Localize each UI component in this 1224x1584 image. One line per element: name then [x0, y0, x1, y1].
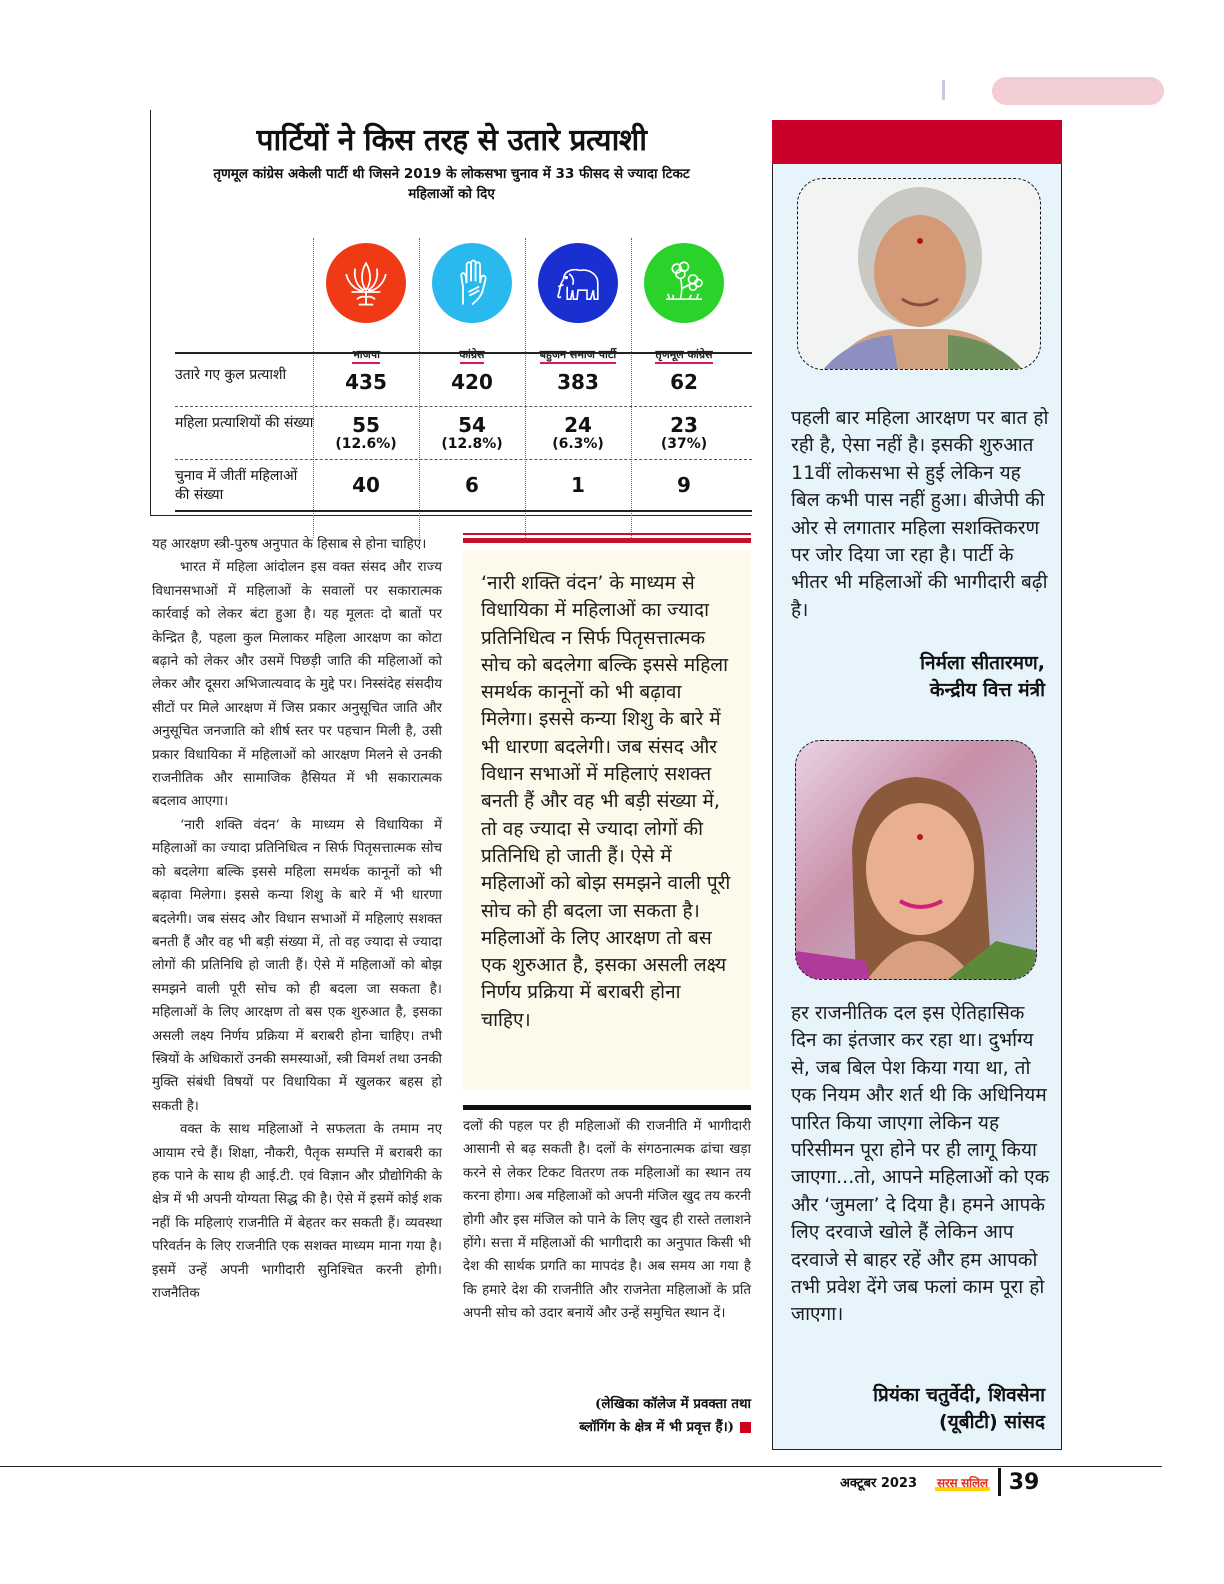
table-cell: 9	[677, 473, 691, 497]
table-cell: 383	[557, 370, 599, 394]
row-divider	[175, 459, 752, 460]
party-logos-row	[313, 130, 737, 361]
table-cell: 24 (6.3%)	[552, 413, 604, 452]
paragraph: ‘नारी शक्ति वंदन’ के माध्यम से विधायिका में महिलाओं का ज्यादा प्रतिनिधित्व न सिर्फ पितृसत्तात्मक सोच को बदलेगा बल्कि इससे महिला समर्थक कानूनों को भी बढ़ावा मिलेगा। इससे कन्या शिशु के बारे में भी धारणा बदलेगी। जब संसद और विधान सभाओं में महिलाएं सशक्त बनती हैं और वह भी बड़ी संख्या में, तो वह ज्यादा से ज्यादा लोगों की प्रतिनिधि हो जाती हैं। ऐसे में महिलाओं को बोझ समझने वाली पूरी सोच को ही बदला जा सकता है। महिलाओं के लिए आरक्षण तो बस एक शुरुआत है, इसका असली लक्ष्य निर्णय प्रक्रिया में बराबरी होना चाहिए। तभी स्त्रियों के अधिकारों उनकी समस्याओं, स्त्री विमर्श तथा उनकी मुक्ति संबंधी विषयों पर विधायिका में खुलकर बहस हो सकती है।	[152, 817, 442, 1114]
row-label: उतारे गए कुल प्रत्याशी	[175, 367, 287, 383]
paragraph: भारत में महिला आंदोलन इस वक्त संसद और राज्य विधानसभाओं में महिलाओं के सवालों पर सकारात्मक कार्रवाई को लेकर बंटा हुआ है। यह मूलतः दो बातों पर केन्द्रित है, पहला कुल मिलाकर महिला आरक्षण का कोटा बढ़ाने को लेकर और उसमें पिछड़ी जाति की महिलाओं को लेकर और दूसरा अभिजात्यवाद के मुद्दे पर। निस्संदेह संसदीय सीटों पर मिले आरक्षण में जिस प्रकार अनुसूचित जाति और अनुसूचित जनजाति को शीर्ष स्तर पर पहचान मिली है, उसी प्रकार विधायिका में महिलाओं को आरक्षण मिलने से उनकी राजनीतिक और सामाजिक हैसियत में भी सकारात्मक बदलाव आएगा।	[152, 560, 442, 810]
magazine-logo: सरस सलिल	[937, 1475, 988, 1490]
party-column-bsp	[525, 130, 631, 361]
article-middle-column	[463, 1115, 751, 1326]
infographic-title: पार्टियों ने किस तरह से उतारे प्रत्याशी	[256, 123, 647, 158]
quotes-sidebar	[772, 120, 1062, 1450]
elephant-icon	[538, 243, 618, 323]
table-cell: 6	[465, 473, 479, 497]
photo-priyanka-chaturvedi	[795, 740, 1037, 980]
row-divider	[175, 406, 752, 407]
table-row-women-winners	[175, 461, 752, 511]
quote-attribution: निर्मला सीतारमण, केन्द्रीय वित्त मंत्री	[920, 652, 1045, 701]
table-cell: 1	[571, 473, 585, 497]
photo-nirmala-sitharaman	[797, 178, 1041, 370]
top-decor-tick	[942, 80, 945, 100]
party-column-bjp	[313, 130, 419, 361]
table-row-women-candidates	[175, 408, 752, 458]
quote-text: हर राजनीतिक दल इस ऐतिहासिक दिन का इंतजार कर रहा था। दुर्भाग्य से, जब बिल पेश किया गया था, तो एक नियम और शर्त थी कि अधिनियम पारित किया जाएगा लेकिन यह परिसीमन पूरा होने पर ही लागू किया जाएगा...तो, आपने महिलाओं को एक और ‘जुमला’ दे दिया है। हमने आपके लिए दरवाजे खोले हैं लेकिन आप दरवाजे से बाहर रहें और हम आपको तभी प्रवेश देंगे जब फलां काम पूरा हो जाएगा।	[791, 1002, 1050, 1326]
hand-icon	[432, 243, 512, 323]
paragraph: वक्त के साथ महिलाओं ने सफलता के तमाम नए आयाम रचे हैं। शिक्षा, नौकरी, पैतृक सम्पत्ति में बराबरी का हक पाने के साथ ही आई.टी. एवं विज्ञान और प्रौद्योगिकी के क्षेत्र में भी अपनी योग्यता सिद्ध की है। ऐसे में इसमें कोई शक नहीं कि महिलाएं राजनीति में बेहतर कर सकती हैं। व्यवस्था परिवर्तन के लिए राजनीति एक सशक्त माध्यम माना गया है। इसमें उन्हें अपनी भागीदारी सुनिश्चित करनी होगी। राजनैतिक	[152, 1122, 442, 1301]
table-row-total-candidates	[175, 360, 752, 410]
table-cell: 55 (12.6%)	[335, 413, 397, 452]
footer-rule	[0, 1466, 1162, 1467]
party-column-congress	[419, 130, 525, 361]
table-bottom-rule	[175, 510, 752, 512]
end-mark-icon	[740, 1422, 751, 1433]
page-footer	[840, 1470, 1039, 1494]
table-cell: 54 (12.8%)	[441, 413, 503, 452]
table-cell: 420	[451, 370, 493, 394]
issue-date: अक्टूबर 2023	[840, 1476, 918, 1491]
flower-grass-icon	[644, 243, 724, 323]
sidebar-header-band	[772, 120, 1062, 164]
infographic-table	[150, 110, 752, 516]
infographic-subtitle: तृणमूल कांग्रेस अकेली पार्टी थी जिसने 2019 के लोकसभा चुनाव में 33 फीसद से ज्यादा टिकट महिलाओं को दिए	[213, 166, 690, 202]
pull-quote: ‘नारी शक्ति वंदन’ के माध्यम से विधायिका में महिलाओं का ज्यादा प्रतिनिधित्व न सिर्फ पितृसत्तात्मक सोच को बदलेगा बल्कि इससे महिला समर्थक कानूनों को भी बढ़ावा मिलेगा। इससे कन्या शिशु के बारे में भी धारणा बदलेगी। जब संसद और विधान सभाओं में महिलाएं सशक्त बनती हैं और वह भी बड़ी संख्या में, तो वह ज्यादा से ज्यादा लोगों की प्रतिनिधि हो जाती हैं। ऐसे में महिलाओं को बोझ समझने वाली पूरी सोच को ही बदला जा सकता है। महिलाओं के लिए आरक्षण तो बस एक शुरुआत है, इसका असली लक्ष्य निर्णय प्रक्रिया में बराबरी होना चाहिए।	[463, 550, 751, 1090]
footer-divider	[998, 1468, 1001, 1496]
party-name-bjp: भाजपा	[313, 347, 419, 362]
pull-quote-rule	[463, 533, 751, 543]
table-cell: 62	[670, 370, 698, 394]
party-name-congress: कांग्रेस	[419, 347, 525, 362]
paragraph: दलों की पहल पर ही महिलाओं की राजनीति में भागीदारी आसानी से बढ़ सकती है। दलों के संगठनात्मक ढांचा खड़ा करने से लेकर टिकट वितरण तक महिलाओं का स्थान तय करना होगा। अब महिलाओं को अपनी मंजिल खुद तय करनी होगी और इस मंजिल को पाने के लिए खुद ही रास्ते तलाशने होंगे। सत्ता में महिलाओं की भागीदारी का अनुपात किसी भी देश की सार्थक प्रगति का मापदंड है। अब समय आ गया है कि हमारे देश की राजनीति और राजनेता महिलाओं के प्रति अपनी सोच को उदार बनायें और उन्हें समुचित स्थान दें।	[463, 1119, 751, 1322]
article-left-column	[152, 533, 442, 1305]
party-name-bsp: बहुजन समाज पार्टी	[525, 347, 631, 362]
author-note: (लेखिका कॉलेज में प्रवक्ता तथा ब्लॉगिंग के क्षेत्र में भी प्रवृत्त हैं।)	[579, 1396, 751, 1435]
paragraph: यह आरक्षण स्त्री-पुरुष अनुपात के हिसाब से होना चाहिए।	[152, 537, 427, 552]
party-name-tmc: तृणमूल कांग्रेस	[631, 347, 737, 362]
table-cell: 435	[345, 370, 387, 394]
section-divider	[463, 1105, 751, 1110]
top-decor-pill	[992, 77, 1164, 105]
quote-text: पहली बार महिला आरक्षण पर बात हो रही है, ऐसा नहीं है। इसकी शुरुआत 11वीं लोकसभा से हुई लेकिन यह बिल कभी पास नहीं हुआ। बीजेपी की ओर से लगातार महिला सशक्तिकरण पर जोर दिया जा रहा है। पार्टी के भीतर भी महिलाओं की भागीदारी बढ़ी है।	[791, 407, 1049, 621]
row-label: महिला प्रत्याशियों की संख्या	[175, 415, 314, 431]
lotus-icon	[326, 243, 406, 323]
page-number: 39	[1008, 1469, 1040, 1495]
quote-attribution: प्रियंका चतुर्वेदी, शिवसेना (यूबीटी) सांसद	[873, 1384, 1045, 1433]
party-column-tmc	[631, 130, 737, 361]
table-cell: 40	[352, 473, 380, 497]
row-label: चुनाव में जीतीं महिलाओं की संख्या	[175, 468, 298, 503]
table-top-rule	[175, 352, 752, 354]
table-cell: 23 (37%)	[660, 413, 708, 452]
